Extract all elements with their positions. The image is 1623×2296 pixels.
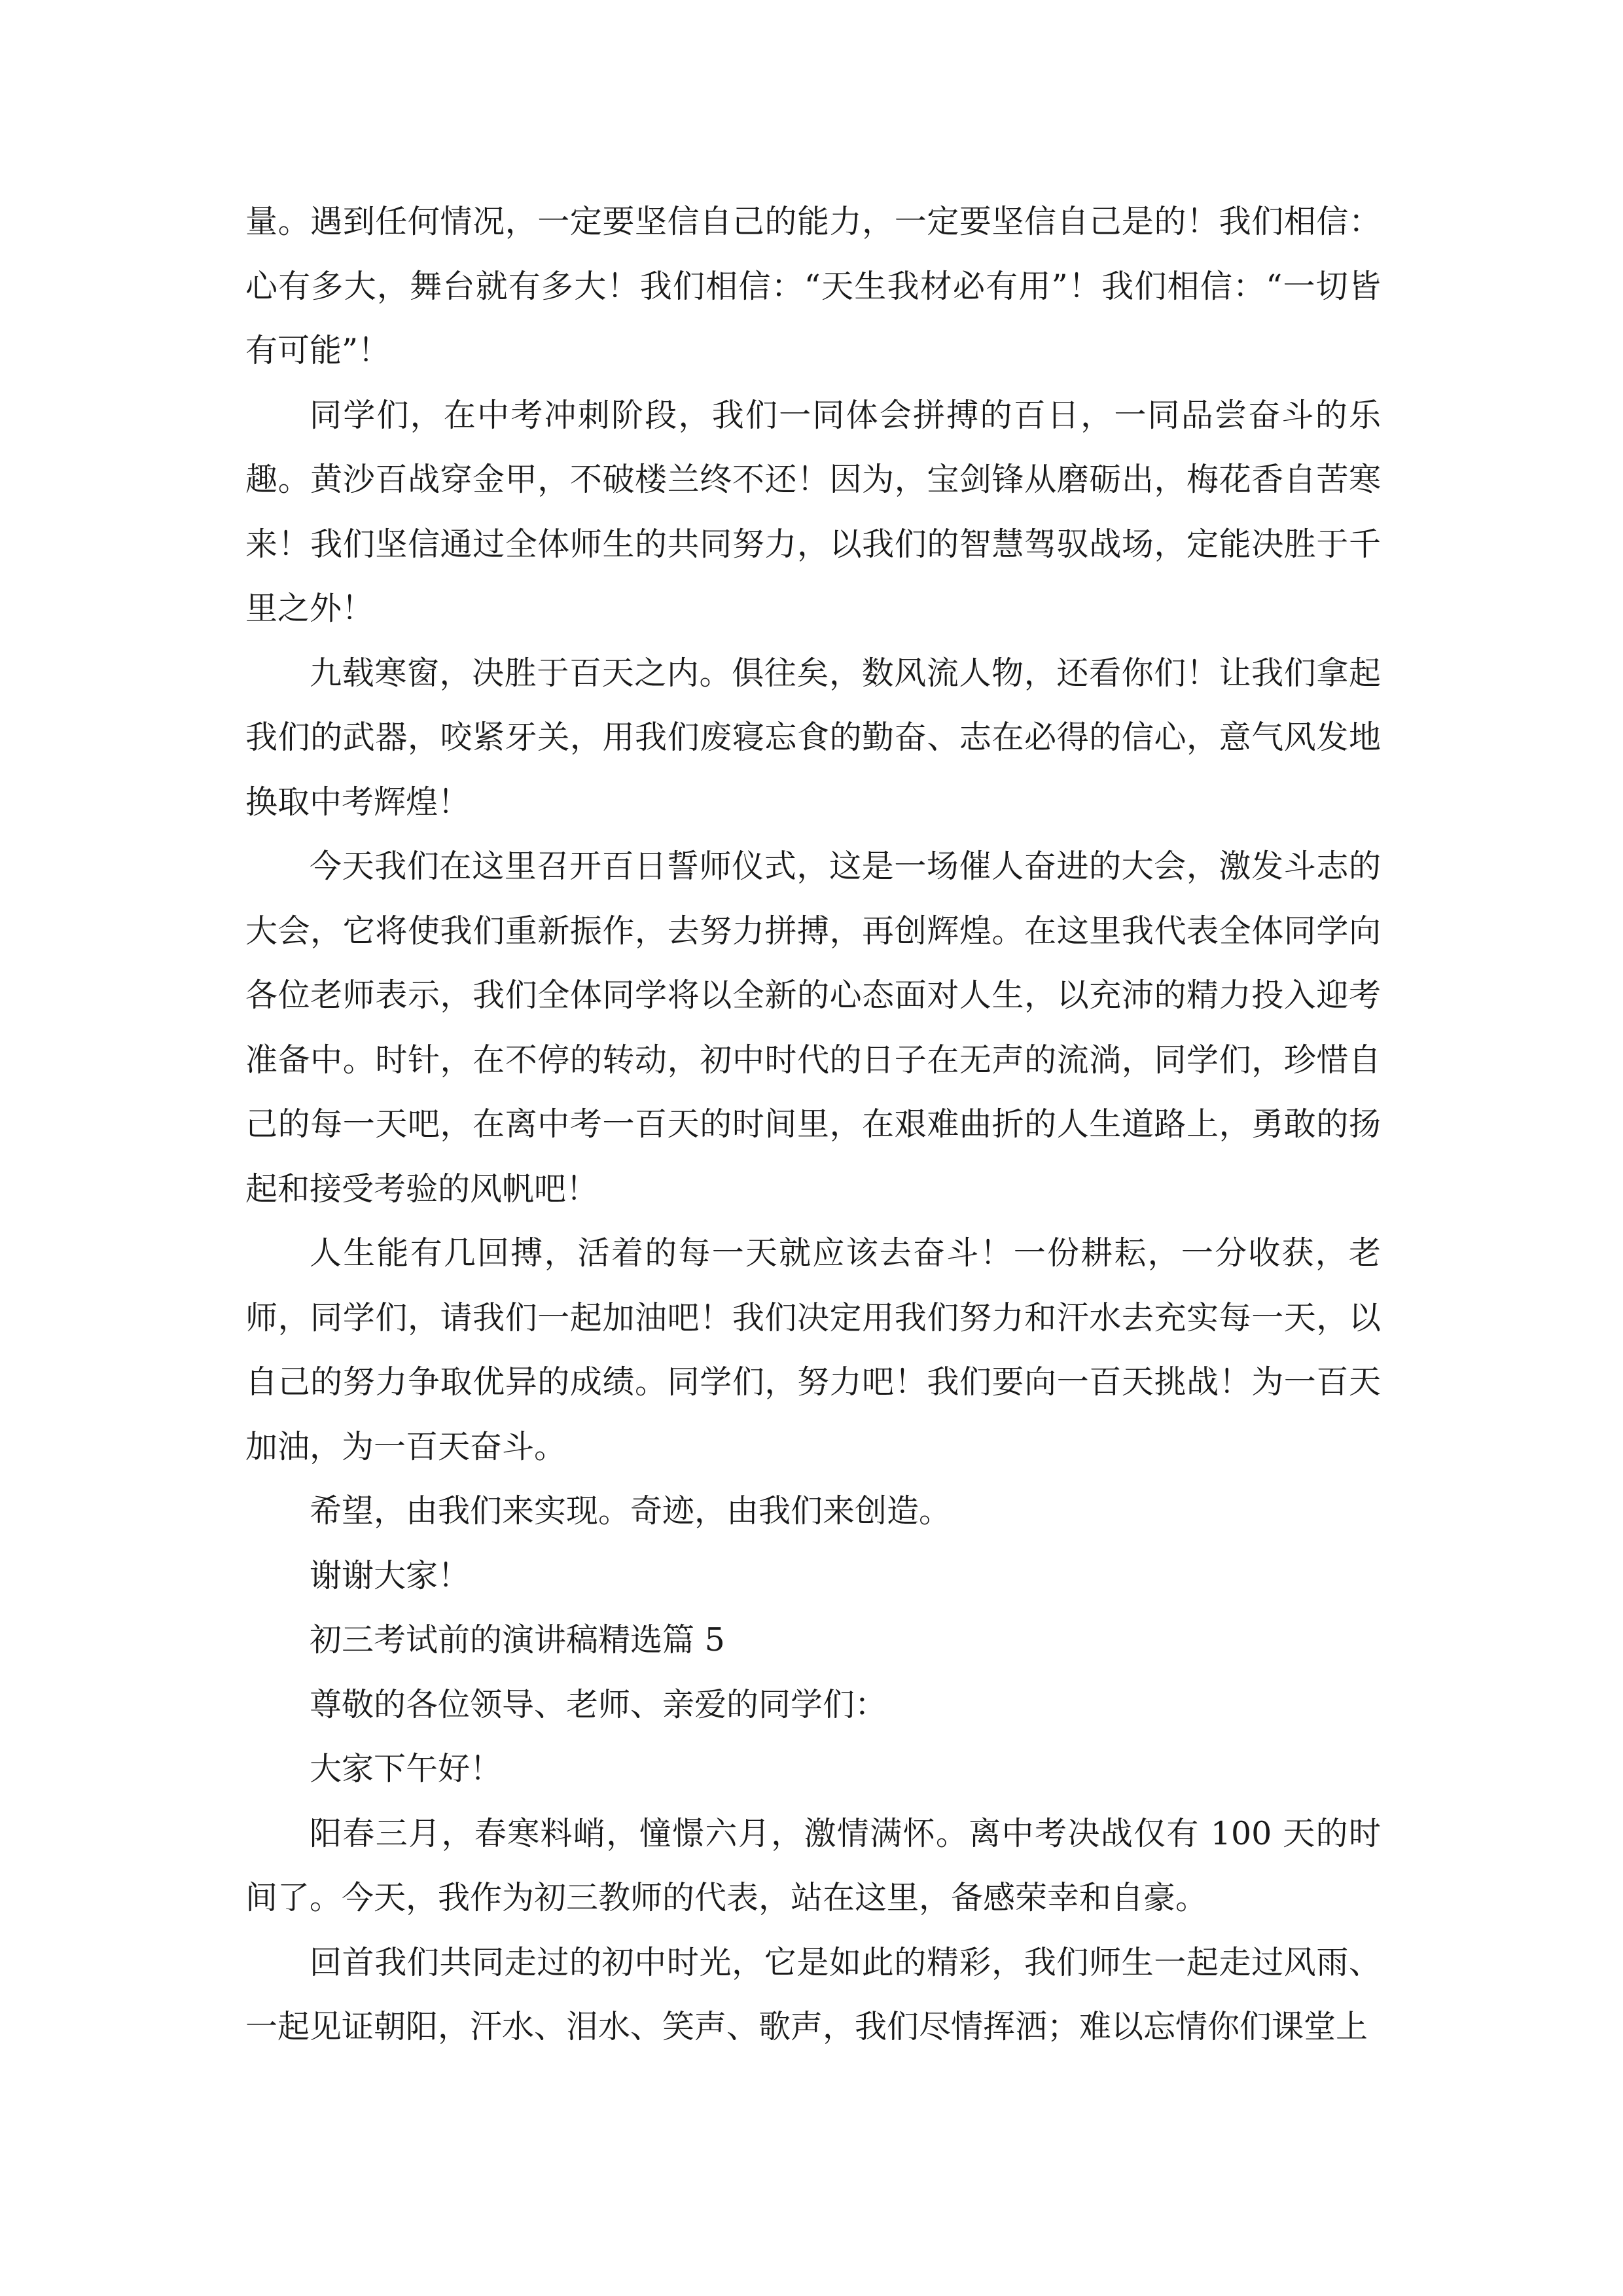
paragraph-continued: 量。遇到任何情况，一定要坚信自己的能力，一定要坚信自己是的！我们相信：心有多大，舞台就有多大！我们相信：“天生我材必有用”！我们相信：“一切皆有可能”！ bbox=[245, 203, 1381, 369]
salutation: 尊敬的各位领导、老师、亲爱的同学们： bbox=[310, 1685, 887, 1723]
paragraph: 回首我们共同走过的初中时光，它是如此的精彩，我们师生一起走过风雨、一起见证朝阳，汗水、泪水、笑声、歌声，我们尽情挥洒；难以忘情你们课堂上 bbox=[245, 1943, 1381, 2045]
paragraph: 希望，由我们来实现。奇迹，由我们来创造。 bbox=[310, 1492, 952, 1530]
closing-thanks: 谢谢大家！ bbox=[310, 1556, 471, 1594]
paragraph: 人生能有几回搏，活着的每一天就应该去奋斗！一份耕耘，一分收获，老师，同学们，请我们一起加油吧！我们决定用我们努力和汗水去充实每一天，以自己的努力争取优异的成绩。同学们，努力吧！我们要向一百天挑战！为一百天加油，为一百天奋斗。 bbox=[245, 1234, 1381, 1465]
body-text bbox=[245, 190, 1381, 2060]
paragraph: 同学们，在中考冲刺阶段，我们一同体会拼搏的百日，一同品尝奋斗的乐趣。黄沙百战穿金甲，不破楼兰终不还！因为，宝剑锋从磨砺出，梅花香自苦寒来！我们坚信通过全体师生的共同努力，以我们的智慧驾驭战场，定能决胜于千里之外！ bbox=[245, 396, 1381, 627]
section-title: 初三考试前的演讲稿精选篇 5 bbox=[310, 1621, 725, 1659]
paragraph: 九载寒窗，决胜于百天之内。俱往矣，数风流人物，还看你们！让我们拿起我们的武器，咬紧牙关，用我们废寝忘食的勤奋、志在必得的信心，意气风发地换取中考辉煌！ bbox=[245, 654, 1381, 821]
paragraph: 阳春三月，春寒料峭，憧憬六月，激情满怀。离中考决战仅有 100 天的时间了。今天，我作为初三教师的代表，站在这里，备感荣幸和自豪。 bbox=[245, 1814, 1381, 1916]
paragraph: 今天我们在这里召开百日誓师仪式，这是一场催人奋进的大会，激发斗志的大会，它将使我们重新振作，去努力拼搏，再创辉煌。在这里我代表全体同学向各位老师表示，我们全体同学将以全新的心态面对人生，以充沛的精力投入迎考准备中。时针，在不停的转动，初中时代的日子在无声的流淌，同学们，珍惜自己的每一天吧，在离中考一百天的时间里，在艰难曲折的人生道路上，勇敢的扬起和接受考验的风帆吧！ bbox=[245, 848, 1381, 1208]
greeting: 大家下午好！ bbox=[310, 1750, 503, 1787]
